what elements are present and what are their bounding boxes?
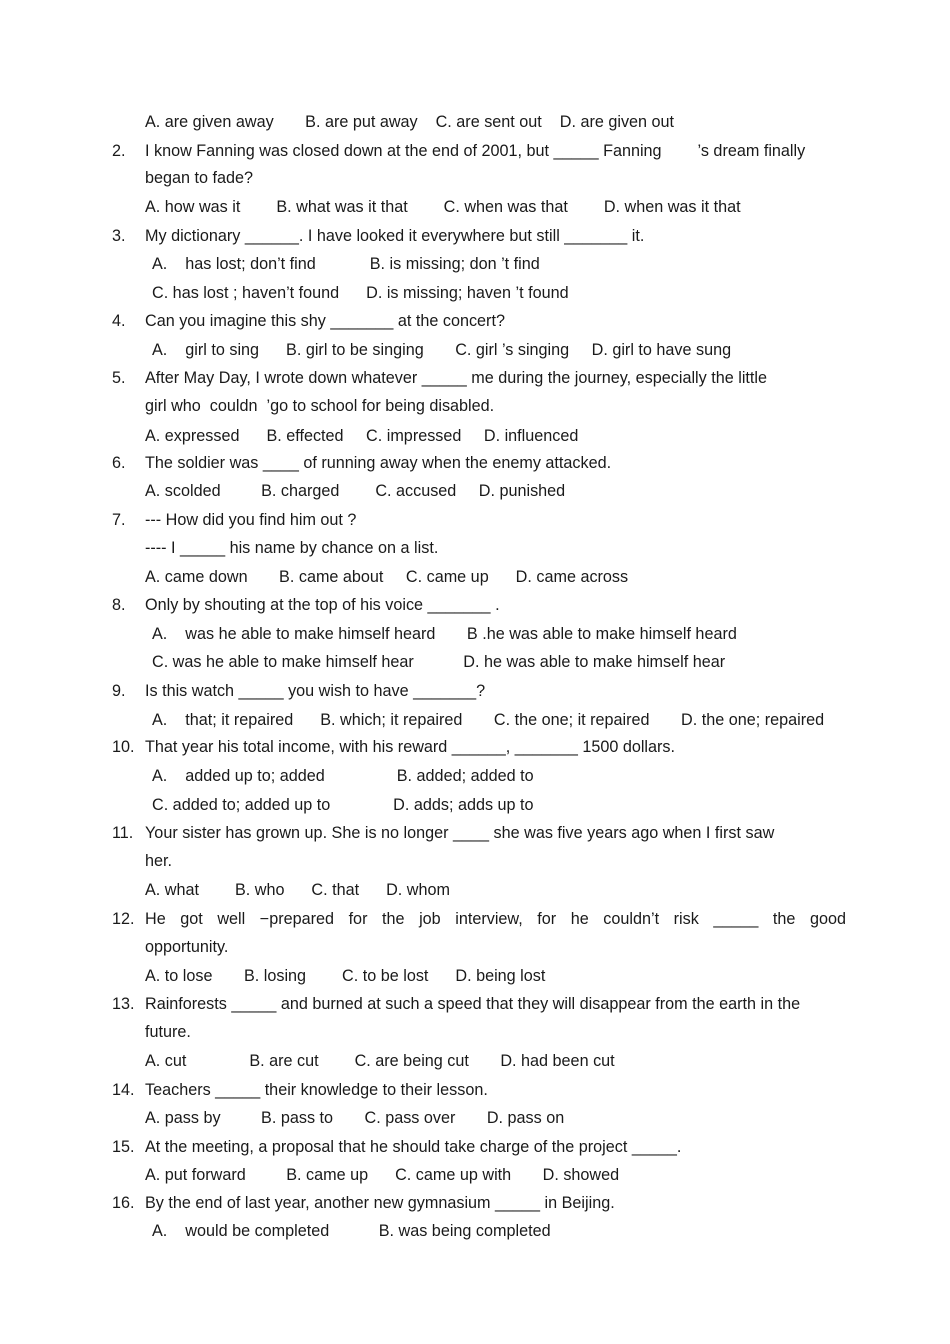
q4-options: A. girl to sing B. girl to be singing C. girl ’s singing D. girl to have sung [152, 341, 732, 359]
q12-word: well [217, 910, 246, 928]
q10-options-line1: A. added up to; added B. added; added to [152, 767, 534, 785]
q4-stem: Can you imagine this shy _______ at the concert? [145, 312, 505, 330]
q5-stem-line2: girl who couldn ’go to school for being disabled. [145, 397, 495, 415]
q15-number: 15. [112, 1138, 135, 1156]
q12-word: job [419, 910, 441, 928]
q13-stem-line2: future. [145, 1023, 191, 1041]
q8-options-line1: A. was he able to make himself heard B .he was able to make himself heard [152, 625, 737, 643]
q7-options: A. came down B. came about C. came up D. came across [145, 568, 629, 586]
q15-options: A. put forward B. came up C. came up with D. showed [145, 1166, 620, 1184]
q12-stem-line2: opportunity. [145, 938, 229, 956]
q12-word: the [382, 910, 405, 928]
q5-options: A. expressed B. effected C. impressed D. influenced [145, 427, 579, 445]
q2-number: 2. [112, 142, 126, 160]
q12-options: A. to lose B. losing C. to be lost D. being lost [145, 967, 546, 985]
q3-stem: My dictionary ______. I have looked it everywhere but still _______ it. [145, 227, 645, 245]
q12-word: good [809, 910, 846, 928]
q2-options: A. how was it B. what was it that C. when was that D. when was it that [145, 198, 741, 216]
q12-word: for [348, 910, 368, 928]
q16-options: A. would be completed B. was being completed [152, 1222, 551, 1240]
q12-word: got [180, 910, 203, 928]
q11-stem-line1: Your sister has grown up. She is no longer ____ she was five years ago when I first saw [145, 824, 775, 842]
q11-number: 11. [112, 824, 134, 842]
q6-number: 6. [112, 454, 126, 472]
q5-stem-line1: After May Day, I wrote down whatever _____ me during the journey, especially the little [145, 369, 768, 387]
q4-number: 4. [112, 312, 126, 330]
q8-stem: Only by shouting at the top of his voice _______ . [145, 596, 500, 614]
q12-word: for [537, 910, 557, 928]
q14-options: A. pass by B. pass to C. pass over D. pass on [145, 1109, 565, 1127]
q9-stem: Is this watch _____ you wish to have _______? [145, 682, 486, 700]
q10-options-line2: C. added to; added up to D. adds; adds up to [152, 796, 534, 814]
q1-options: A. are given away B. are put away C. are sent out D. are given out [145, 113, 675, 131]
q13-stem-line1: Rainforests _____ and burned at such a speed that they will disappear from the earth in the [145, 995, 801, 1013]
q10-number: 10. [112, 738, 135, 756]
q2-stem-line1: I know Fanning was closed down at the end of 2001, but _____ Fanning ’s dream finally [145, 142, 806, 160]
q3-options-line1: A. has lost; don’t find B. is missing; don ’t find [152, 255, 540, 273]
q12-word: risk [673, 910, 699, 928]
q16-stem: By the end of last year, another new gymnasium _____ in Beijing. [145, 1194, 615, 1212]
q3-number: 3. [112, 227, 126, 245]
q5-number: 5. [112, 369, 126, 387]
q12-number: 12. [112, 910, 135, 928]
q8-number: 8. [112, 596, 126, 614]
q10-stem: That year his total income, with his reward ______, _______ 1500 dollars. [145, 738, 676, 756]
q12-word: the [772, 910, 796, 928]
q12-word: −prepared [259, 910, 335, 928]
q12-word: _____ [713, 910, 759, 928]
q13-number: 13. [112, 995, 135, 1013]
q7-stem-line2: ---- I _____ his name by chance on a list. [145, 539, 439, 557]
q6-stem: The soldier was ____ of running away when the enemy attacked. [145, 454, 612, 472]
q13-options: A. cut B. are cut C. are being cut D. had been cut [145, 1052, 615, 1070]
q16-number: 16. [112, 1194, 135, 1212]
q9-options: A. that; it repaired B. which; it repaired C. the one; it repaired D. the one; repaired [152, 711, 825, 729]
q7-stem-line1: --- How did you find him out ? [145, 511, 357, 529]
q3-options-line2: C. has lost ; haven’t found D. is missing; haven ’t found [152, 284, 569, 302]
q6-options: A. scolded B. charged C. accused D. punished [145, 482, 566, 500]
q12-word: interview, [455, 910, 523, 928]
q11-options: A. what B. who C. that D. whom [145, 881, 450, 899]
q12-word: He [145, 910, 166, 928]
q14-number: 14. [112, 1081, 135, 1099]
q12-stem-line1 [145, 909, 846, 929]
q12-word: he [570, 910, 589, 928]
q12-word: couldn’t [603, 910, 660, 928]
q9-number: 9. [112, 682, 126, 700]
q15-stem: At the meeting, a proposal that he should take charge of the project _____. [145, 1138, 682, 1156]
q14-stem: Teachers _____ their knowledge to their lesson. [145, 1081, 488, 1099]
q7-number: 7. [112, 511, 126, 529]
q8-options-line2: C. was he able to make himself hear D. he was able to make himself hear [152, 653, 726, 671]
q2-stem-line2: began to fade? [145, 169, 254, 187]
q11-stem-line2: her. [145, 852, 172, 870]
